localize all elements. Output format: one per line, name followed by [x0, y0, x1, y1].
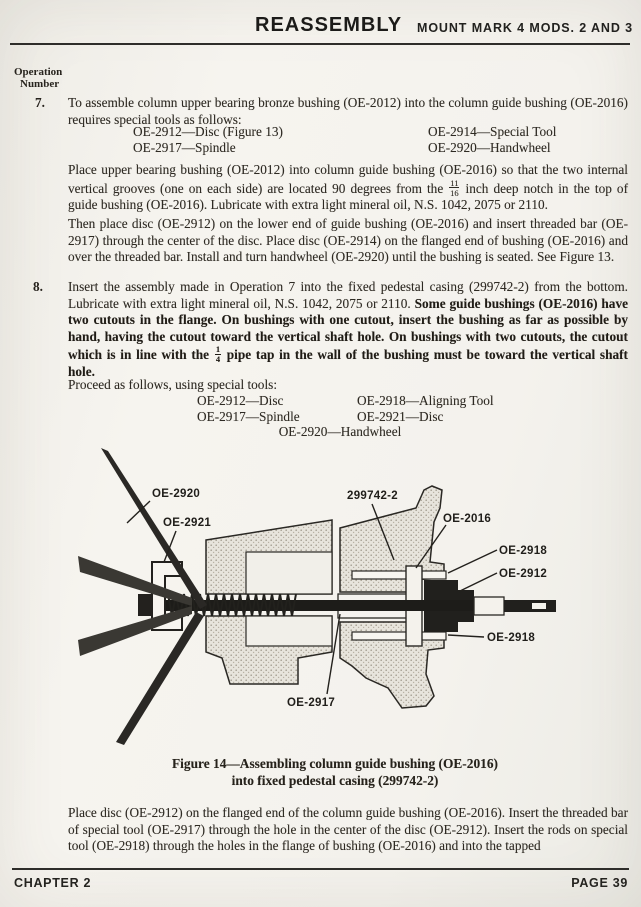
op8-paragraph	[68, 279, 628, 381]
tool-row	[133, 124, 556, 140]
bold-text-run: Some guide bushings (OE-2016) have two cutouts in the flange. On bushings with one cutout, insert the bushing as far as possible by hand, having the cutout toward the vertical shaft hole. On bushings with two cutouts, the cutout which is in line with the	[68, 295, 629, 363]
operation-8-number: 8.	[33, 279, 43, 294]
tool-item: OE-2920—Handwheel	[428, 139, 551, 155]
diagram-label-oe2016: OE-2016	[443, 513, 492, 525]
aligning-rod-top	[352, 571, 446, 579]
op7-tool-list	[133, 124, 556, 155]
diagram-label-oe2918-top: OE-2918	[499, 545, 548, 557]
figure-caption	[30, 756, 640, 789]
operation-number-label	[14, 67, 62, 90]
diagram-label-oe2918-bottom: OE-2918	[487, 632, 536, 644]
operation-7-number: 7.	[35, 95, 45, 110]
tool-item: OE-2921—Disc	[357, 408, 444, 424]
diagram-label-oe2917: OE-2917	[287, 697, 336, 709]
fraction-numerator: 1	[215, 344, 221, 355]
tool-row	[197, 393, 494, 409]
op8-proceed-line: Proceed as follows, using special tools:	[68, 377, 278, 392]
footer-chapter: CHAPTER 2	[14, 876, 92, 890]
tool-row	[133, 140, 556, 156]
footer-page-number: PAGE 39	[571, 876, 628, 890]
tool-item: OE-2912—Disc (Figure 13)	[133, 124, 283, 139]
op7-place-paragraph	[68, 162, 628, 214]
op7-then-paragraph: Then place disc (OE-2912) on the lower end of guide bushing (OE-2016) and insert threaded bar (OE-2917) through the center of the disc. Place disc (OE-2914) on the flanged end of bushing (OE-2016) and over the threaded bar. Install and turn handwheel (OE-2920) until the bushing is seated. See Figure 13.	[68, 216, 628, 265]
tool-item: OE-2917—Spindle	[133, 139, 236, 155]
diagram-label-oe2921: OE-2921	[163, 517, 212, 529]
diagram-label-casing: 299742-2	[347, 490, 398, 502]
figure-caption-line1: Figure 14—Assembling column guide bushing (OE-2016)	[171, 756, 498, 771]
footer-rule	[12, 868, 629, 870]
aligning-rod-bottom	[352, 632, 446, 640]
fraction-denominator: 4	[215, 354, 221, 365]
op7-intro-paragraph: To assemble column upper bearing bronze bushing (OE-2012) into the column guide bushing (OE-2016) requires special tools as follows:	[68, 95, 628, 127]
figure-caption-line2: into fixed pedestal casing (299742-2)	[231, 772, 439, 788]
header-rule	[10, 43, 630, 45]
fraction-11-16	[449, 179, 459, 197]
closing-paragraph: Place disc (OE-2912) on the flanged end of the column guide bushing (OE-2016). Insert the threaded bar of special tool (OE-2917) through the hole in the center of the disc (OE-2912). Insert the rods on special tool (OE-2918) through the holes in the flange of bushing (OE-2016) and into the tapped	[68, 805, 628, 854]
operation-label-line2: Number	[20, 77, 60, 90]
figure-14-diagram	[0, 444, 641, 746]
tool-item: OE-2918—Aligning Tool	[357, 393, 494, 408]
tool-item: OE-2914—Special Tool	[428, 124, 557, 139]
fraction-denominator: 16	[450, 187, 459, 198]
tool-row	[197, 409, 494, 425]
fraction-numerator: 11	[450, 177, 459, 188]
fraction-1-4	[215, 345, 221, 363]
text-run: inch deep notch in the top of guide bushing (OE-2016). Lubricate with extra light mineral oil, N.S. 1042, 2075 or 2110.	[68, 180, 628, 213]
operation-label-line1: Operation	[14, 66, 63, 78]
bold-text-run: pipe tap in the wall of the bushing must be toward the vertical shaft hole.	[68, 347, 628, 379]
diagram-label-oe2920: OE-2920	[152, 488, 201, 500]
text-run: Insert the assembly made in Operation 7 into the fixed pedestal casing (299742-2) from the bottom. Lubricate with extra light mineral oil, N.S. 1042, 2075 or 2110.	[68, 279, 628, 311]
text-run: Place upper bearing bushing (OE-2012) into column guide bushing (OE-2016) so that the two internal vertical grooves (one on each side) are located 90 degrees from the	[68, 162, 628, 196]
page-title: REASSEMBLY	[255, 14, 403, 36]
tool-item: OE-2917—Spindle	[197, 408, 300, 424]
diagram-label-oe2912: OE-2912	[499, 568, 548, 580]
op8-tool-list	[197, 393, 494, 424]
tool-item-centered: OE-2920—Handwheel	[278, 424, 402, 439]
page-section-title: MOUNT MARK 4 MODS. 2 AND 3	[417, 21, 634, 35]
tool-item: OE-2912—Disc	[197, 393, 284, 408]
